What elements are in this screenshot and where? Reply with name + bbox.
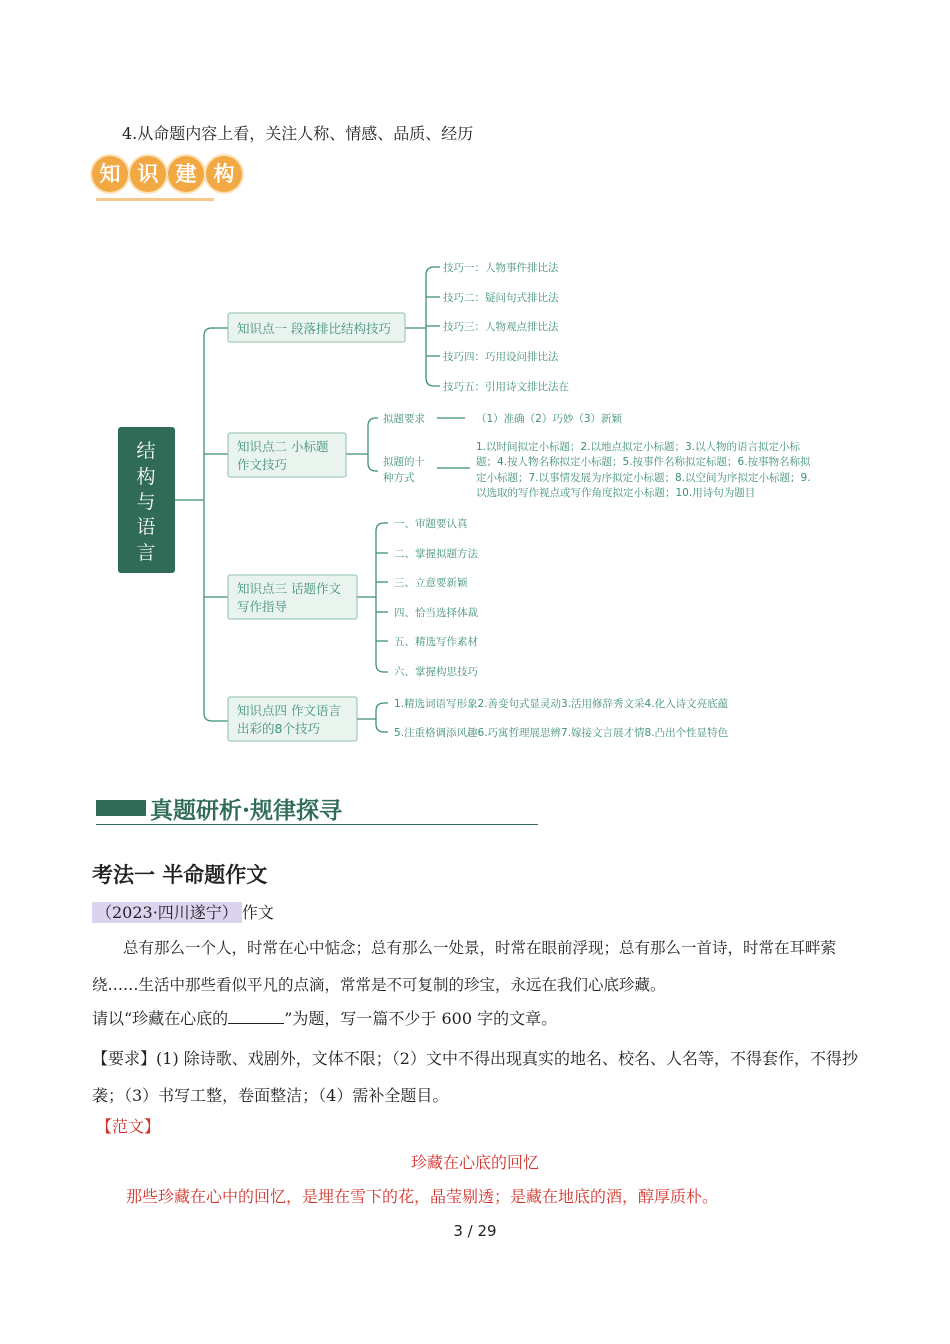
prompt-instruction <box>92 1006 557 1029</box>
k4-item-1: 1.精选词语写形象2.善变句式显灵动3.活用修辞秀文采4.化入诗文亮底蕴 <box>394 698 729 710</box>
banner-title: 真题研析·规律探寻 <box>150 797 343 824</box>
root-char-3: 与 <box>136 491 156 513</box>
method-heading: 考法一 半命题作文 <box>92 863 268 887</box>
k2-sub1-value: （1）准确（2）巧妙（3）新颖 <box>476 413 623 425</box>
k3-label-line2: 写作指导 <box>237 599 288 614</box>
k3-item-5: 五、精选写作素材 <box>394 636 478 648</box>
badge-char-2: 识 <box>130 156 166 192</box>
k3-item-4: 四、恰当选择体裁 <box>394 607 478 619</box>
k1-item-5: 技巧五：引用诗文排比法在 <box>443 381 569 393</box>
title-blank <box>228 1009 284 1024</box>
root-char-1: 结 <box>136 440 156 462</box>
source-suffix: 作文 <box>241 903 274 922</box>
k3-item-2: 二、掌握拟题方法 <box>394 548 478 560</box>
source-line <box>92 900 274 923</box>
k2-sub2-value-3: 定小标题；7.以事情发展为序拟定小标题；8.以空间为序拟定小标题；9. <box>476 472 811 484</box>
k1-item-2: 技巧二：疑问句式排比法 <box>443 292 559 304</box>
k2-sub2-line2: 种方式 <box>383 472 415 484</box>
badge-underline <box>96 198 214 201</box>
k3-item-1: 一、审题要认真 <box>394 518 468 530</box>
badge-char-3: 建 <box>168 156 204 192</box>
k1-item-1: 技巧一：人物事件排比法 <box>443 262 559 274</box>
model-essay-label: 【范文】 <box>96 1117 161 1136</box>
requirements-text: (1) 除诗歌、戏剧外，文体不限；（2）文中不得出现真实的地名、校名、人名等，不得套作，不得抄袭；（3）书写工整，卷面整洁；（4）需补全题目。 <box>92 1049 858 1105</box>
k2-sub1: 拟题要求 <box>383 413 425 425</box>
requirements <box>92 1040 862 1114</box>
k2-sub2-value-4: 以选取的写作视点或写作角度拟定小标题；10.用诗句为题目 <box>476 487 756 499</box>
essay-title: 珍藏在心底的回忆 <box>410 1153 539 1172</box>
k2-label-line1: 知识点二 小标题 <box>237 439 329 454</box>
root-char-2: 构 <box>136 466 156 488</box>
requirements-label: 【要求】 <box>92 1049 157 1068</box>
k4-label-line1: 知识点四 作文语言 <box>237 703 341 718</box>
essay-paragraph: 那些珍藏在心中的回忆，是埋在雪下的花，晶莹剔透；是藏在地底的酒，醇厚质朴。 <box>126 1187 719 1206</box>
k2-sub2-value-2: 题；4.按人物名称拟定小标题；5.按事件名称拟定标题；6.按事物名称拟 <box>476 456 811 468</box>
k1-item-3: 技巧三：人物观点排比法 <box>443 321 559 333</box>
k4-item-2: 5.注重格调添风趣6.巧寓哲理展思辨7.嫁接文言展才情8.凸出个性显特色 <box>394 727 729 739</box>
k3-item-6: 六、掌握构思技巧 <box>394 666 478 678</box>
intro-line: 4.从命题内容上看，关注人称、情感、品质、经历 <box>122 124 474 143</box>
k3-item-3: 三、立意要新颖 <box>394 577 468 589</box>
badge-char-4: 构 <box>206 156 242 192</box>
k1-label: 知识点一 段落排比结构技巧 <box>237 321 391 336</box>
banner-bar <box>96 800 146 816</box>
root-char-4: 语 <box>136 516 156 538</box>
root-char-5: 言 <box>136 542 156 564</box>
mind-map <box>0 240 950 760</box>
k2-sub2-value-1: 1.以时间拟定小标题；2.以地点拟定小标题；3.以人物的语言拟定小标 <box>476 441 801 453</box>
k3-label-line1: 知识点三 话题作文 <box>237 581 341 596</box>
k2-label-line2: 作文技巧 <box>237 457 288 472</box>
prompt-paragraph: 总有那么一个人，时常在心中惦念；总有那么一处景，时常在眼前浮现；总有那么一首诗，时常在耳畔萦绕……生活中那些看似平凡的点滴，常常是不可复制的珍宝，永远在我们心底珍藏。 <box>92 939 837 994</box>
section-badge <box>92 154 252 204</box>
k4-label-line2: 出彩的8个技巧 <box>237 721 320 736</box>
prompt-part-a: 请以“珍藏在心底的 <box>92 1009 229 1028</box>
k1-item-4: 技巧四：巧用设问排比法 <box>443 351 559 363</box>
badge-char-1: 知 <box>92 156 128 192</box>
k2-sub2-line1: 拟题的十 <box>383 456 425 468</box>
page-number: 3 / 29 <box>453 1222 497 1240</box>
source-tag: （2023·四川遂宁） <box>92 902 242 923</box>
section-banner <box>96 792 538 825</box>
prompt-part-b: ”为题，写一篇不少于 600 字的文章。 <box>284 1009 558 1028</box>
